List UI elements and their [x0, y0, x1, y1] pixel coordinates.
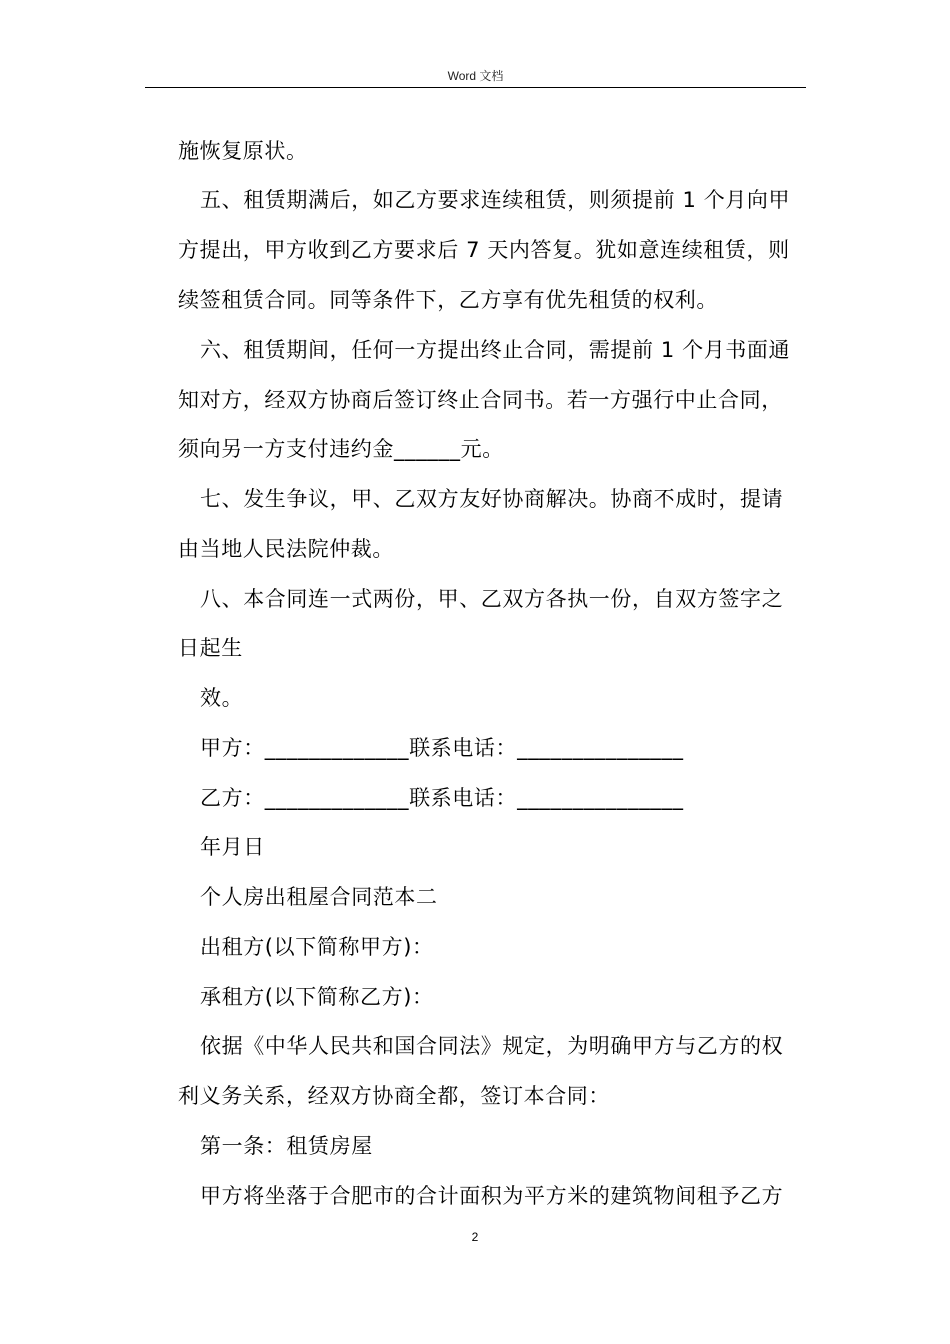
- paragraph-line: 八、本合同连一式两份，甲、乙双方各执一份，自双方签字之: [200, 587, 784, 611]
- paragraph-line: 六、租赁期间，任何一方提出终止合同，需提前 1 个月书面通: [200, 338, 791, 362]
- paragraph-line: 效。: [200, 686, 244, 710]
- paragraph-line: 甲方将坐落于合肥市的合计面积为平方米的建筑物间租予乙方: [200, 1184, 784, 1208]
- article-heading: 第一条：租赁房屋: [200, 1134, 373, 1158]
- paragraph-line: 出租方(以下简称甲方)：: [200, 935, 434, 959]
- paragraph-line: 承租方(以下简称乙方)：: [200, 985, 434, 1009]
- signature-line-party-b: 乙方：_____________联系电话：_______________: [200, 786, 684, 810]
- paragraph-line: 七、发生争议，甲、乙双方友好协商解决。协商不成时，提请: [200, 487, 784, 511]
- section-title: 个人房出租屋合同范本二: [200, 885, 438, 909]
- paragraph-line: 知对方，经双方协商后签订终止合同书。若一方强行中止合同，: [178, 388, 783, 412]
- header-divider: [145, 87, 806, 88]
- paragraph-line: 利义务关系，经双方协商全都，签订本合同：: [178, 1084, 610, 1108]
- paragraph-line: 方提出，甲方收到乙方要求后 7 天内答复。犹如意连续租赁，则: [178, 238, 790, 262]
- paragraph-line: 须向另一方支付违约金______元。: [178, 437, 504, 461]
- page-header-title: Word 文档: [447, 69, 504, 83]
- paragraph-line: 续签租赁合同。同等条件下，乙方享有优先租赁的权利。: [178, 288, 718, 312]
- date-line: 年月日: [200, 835, 265, 859]
- paragraph-line: 施恢复原状。: [178, 139, 308, 163]
- signature-line-party-a: 甲方：_____________联系电话：_______________: [200, 736, 684, 760]
- paragraph-line: 依据《中华人民共和国合同法》规定，为明确甲方与乙方的权: [200, 1034, 784, 1058]
- paragraph-line: 由当地人民法院仲裁。: [178, 537, 394, 561]
- page-number: 2: [471, 1230, 479, 1244]
- paragraph-line: 五、租赁期满后，如乙方要求连续租赁，则须提前 1 个月向甲: [200, 188, 791, 212]
- paragraph-line: 日起生: [178, 636, 243, 660]
